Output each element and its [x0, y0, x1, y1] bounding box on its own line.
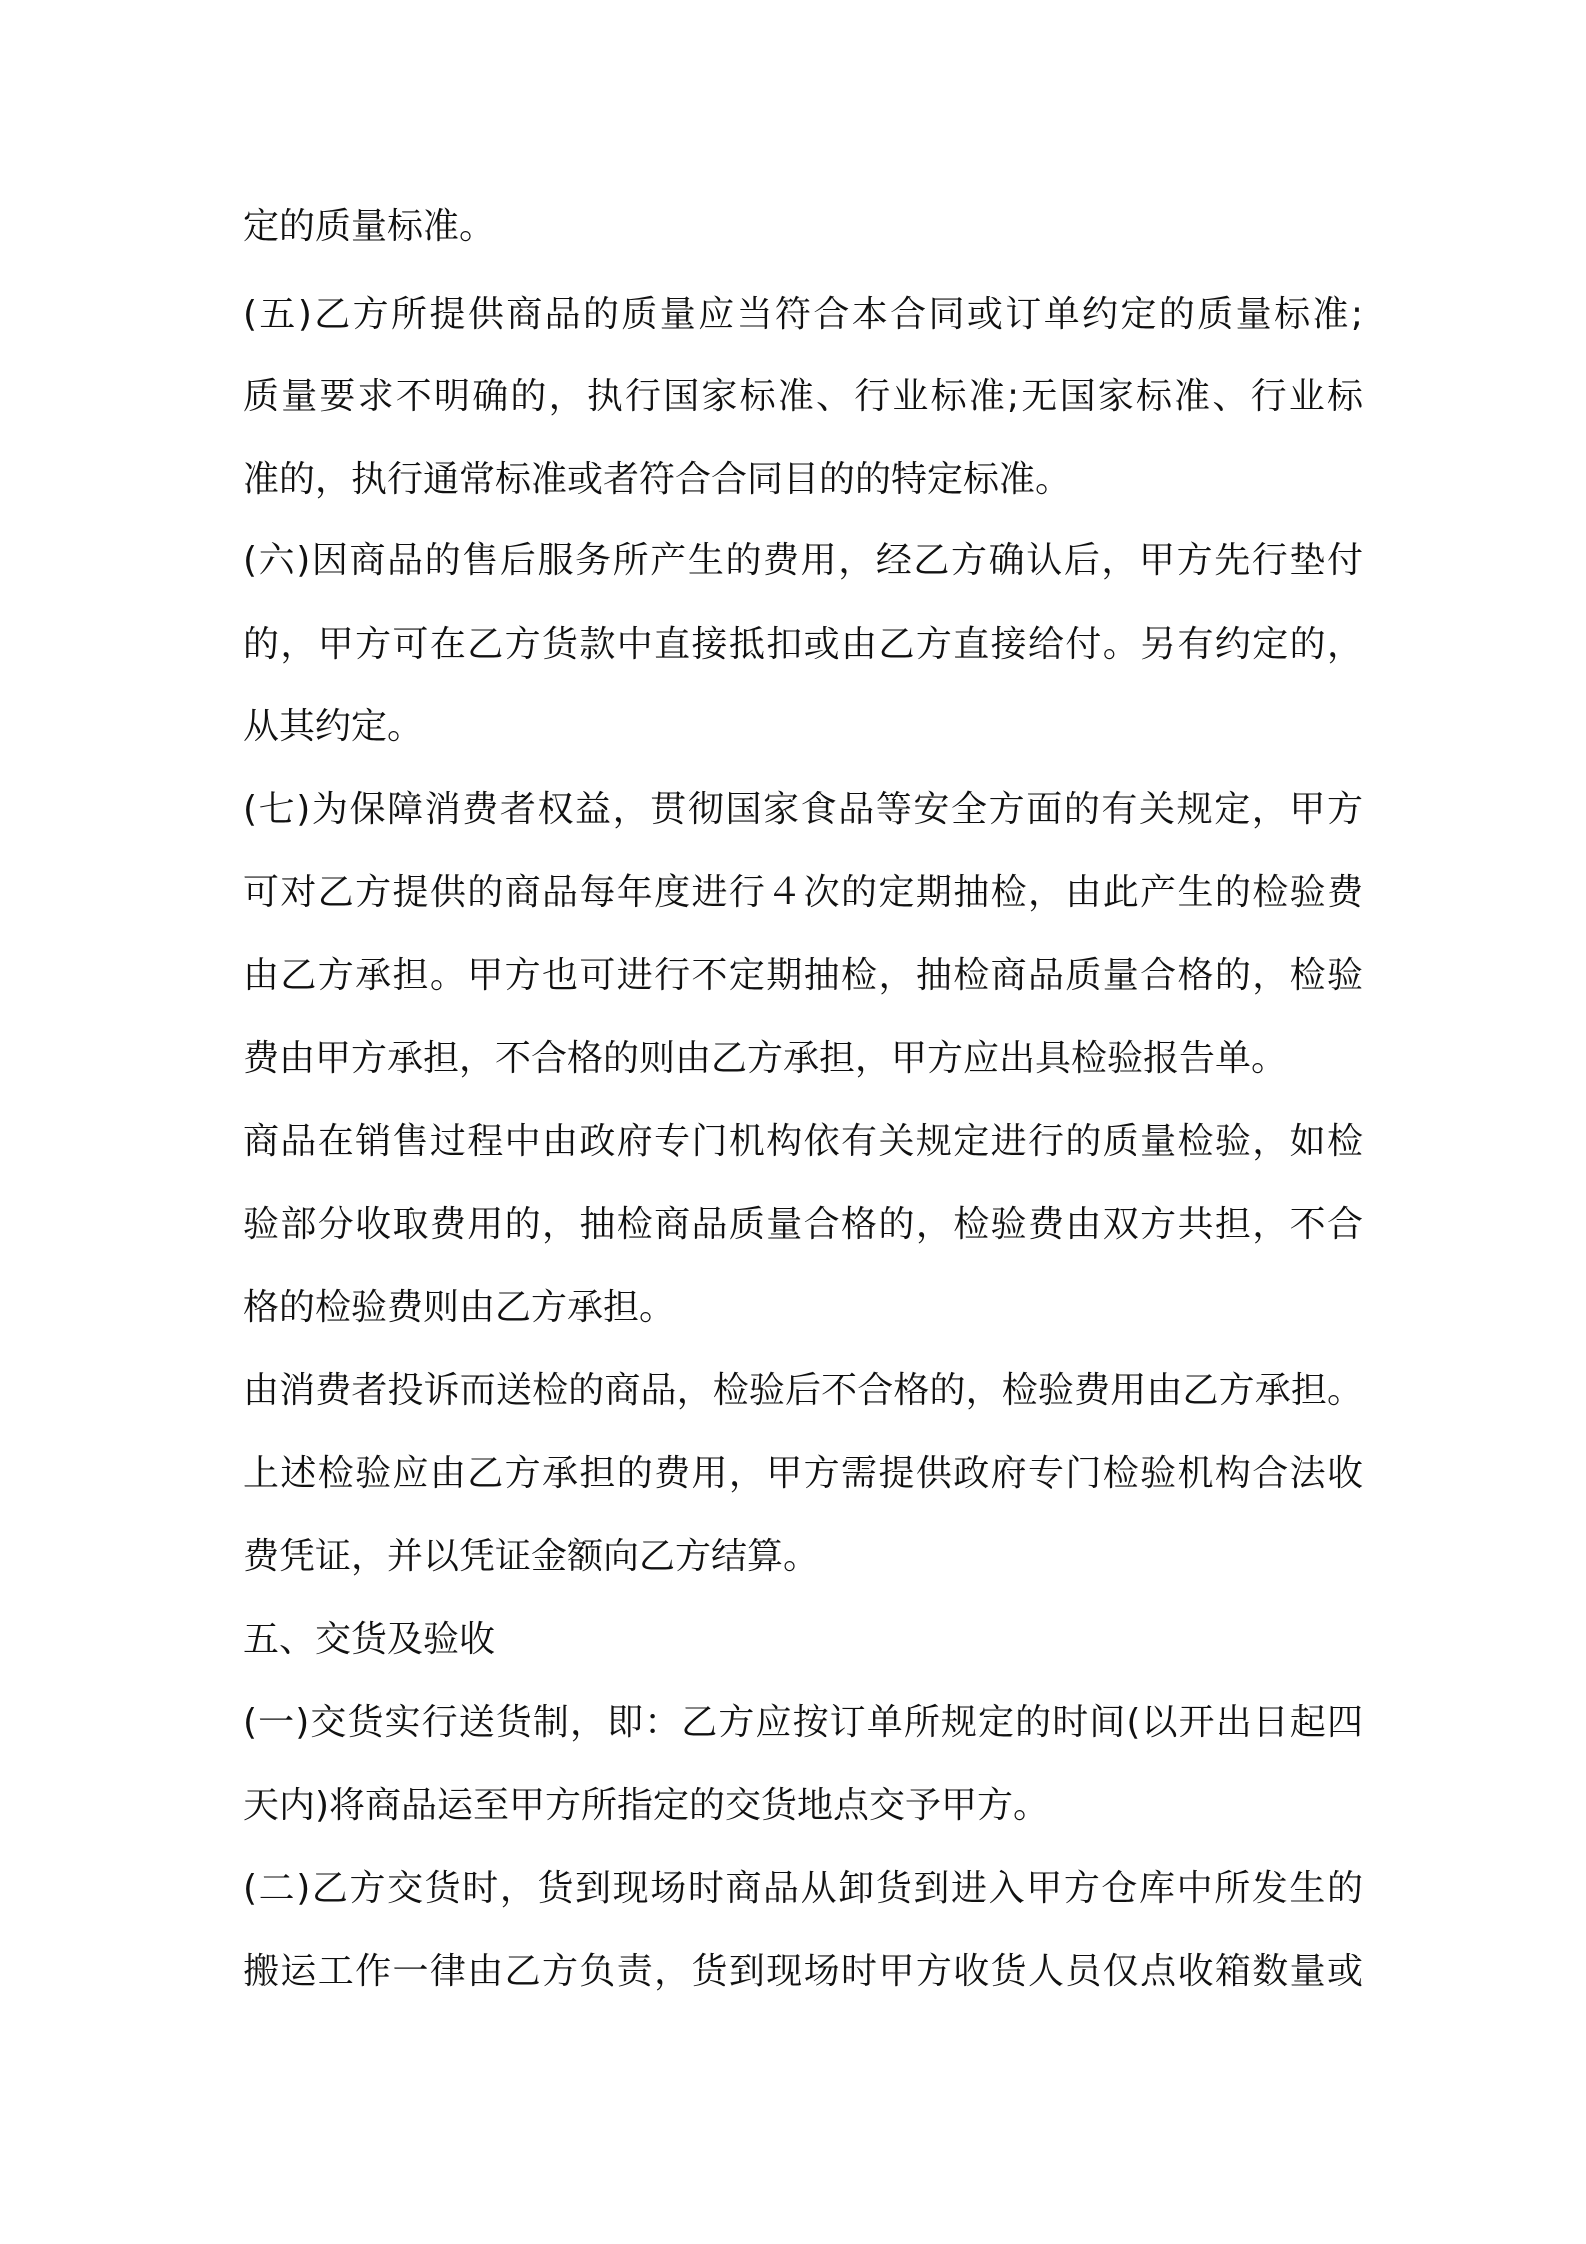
text-line: 验部分收取费用的，抽检商品质量合格的，检验费由双方共担，不合 — [243, 1204, 1363, 1245]
text-line: 可对乙方提供的商品每年度进行４次的定期抽检，由此产生的检验费 — [243, 872, 1363, 913]
text-line: (二)乙方交货时，货到现场时商品从卸货到进入甲方仓库中所发生的 — [243, 1868, 1363, 1909]
text-line: 从其约定。 — [243, 706, 424, 747]
text-line: 搬运工作一律由乙方负责，货到现场时甲方收货人员仅点收箱数量或 — [243, 1951, 1363, 1992]
text-line: 费凭证，并以凭证金额向乙方结算。 — [243, 1536, 820, 1577]
text-line: 准的，执行通常标准或者符合合同目的的特定标准。 — [243, 459, 1072, 500]
text-line: 商品在销售过程中由政府专门机构依有关规定进行的质量检验，如检 — [243, 1121, 1363, 1162]
text-line: 的，甲方可在乙方货款中直接抵扣或由乙方直接给付。另有约定的， — [243, 624, 1363, 665]
text-line: 格的检验费则由乙方承担。 — [243, 1287, 676, 1328]
text-line: 天内)将商品运至甲方所指定的交货地点交予甲方。 — [243, 1785, 1050, 1826]
text-line: 上述检验应由乙方承担的费用，甲方需提供政府专门检验机构合法收 — [243, 1453, 1363, 1494]
text-line: (一)交货实行送货制，即：乙方应按订单所规定的时间(以开出日起四 — [243, 1702, 1363, 1743]
text-line: 由消费者投诉而送检的商品，检验后不合格的，检验费用由乙方承担。 — [243, 1370, 1363, 1411]
text-line: 费由甲方承担，不合格的则由乙方承担，甲方应出具检验报告单。 — [243, 1038, 1288, 1079]
text-line: (六)因商品的售后服务所产生的费用，经乙方确认后，甲方先行垫付 — [243, 540, 1363, 581]
text-line: 质量要求不明确的，执行国家标准、行业标准;无国家标准、行业标 — [243, 376, 1363, 417]
text-line: (五)乙方所提供商品的质量应当符合本合同或订单约定的质量标准; — [243, 294, 1363, 335]
text-line: (七)为保障消费者权益，贯彻国家食品等安全方面的有关规定，甲方 — [243, 789, 1363, 830]
text-line: 定的质量标准。 — [243, 206, 496, 247]
text-line: 由乙方承担。甲方也可进行不定期抽检，抽检商品质量合格的，检验 — [243, 955, 1363, 996]
section-heading: 五、交货及验收 — [243, 1619, 496, 1660]
